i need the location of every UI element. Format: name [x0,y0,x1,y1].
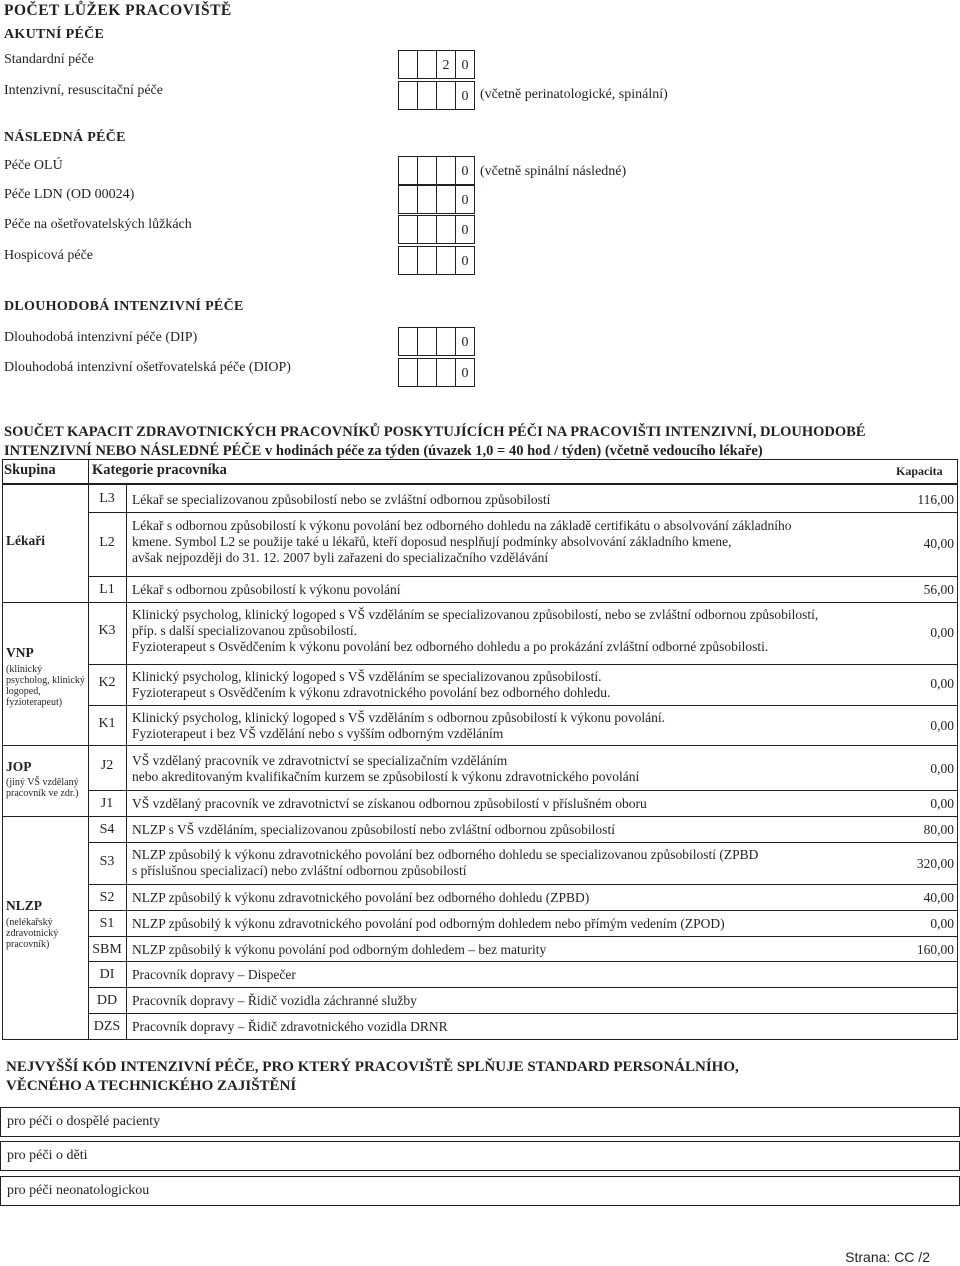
highest-row-children[interactable] [0,1141,960,1171]
row-capacity[interactable]: 0,00 [930,761,954,776]
follow-olu-note: (včetně spinální následné) [480,164,627,179]
row-desc: Pracovník dopravy – Řidič vozidla záchranné služby [132,993,417,1008]
longterm-diop-label: Dlouhodobá intenzivní ošetřovatelská péče (DIOP) [4,360,291,375]
table-border [88,459,89,1039]
row-desc: Klinický psycholog, klinický logoped s VŠ vzděláním se specializovanou způsobilostí, nebo se zvláštní odbornou způsobilostí, příp. s další specializovanou způsobilostí. Fyzioterapeut s Osvědčením k výkonu povolání bez odborného dohledu a po prokázání zvláštní odborné způsobilosti. [132,607,819,654]
row-desc: VŠ vzdělaný pracovník ve zdravotnictví se specializačním vzděláním nebo akreditovaným kvalifikačním kurzem se způsobilostí k výkonu zdravotnického povolání [132,753,640,784]
table-border [88,842,958,843]
digit-box[interactable] [398,246,418,275]
digit-box[interactable] [417,81,437,110]
table-border [957,459,958,1039]
group-jop-sub: (jiný VŠ vzdělaný pracovník ve zdr.) [6,777,79,799]
row-code: S4 [99,822,115,837]
table-border [88,1013,958,1014]
row-capacity[interactable]: 80,00 [923,822,954,837]
table-border [88,910,958,911]
highest-heading-line2: VĚCNÉHO A TECHNICKÉHO ZAJIŠTĚNÍ [6,1078,297,1094]
row-code: L2 [99,535,115,550]
row-code: S2 [99,890,115,905]
row-desc: Lékař s odbornou způsobilostí k výkonu povolání bez odborného dohledu na základě certifikátu o absolvování základního kmene. Symbol L2 se použije také u lékařů, kteří doposud nesplňují podmínky absolvování základního kmene, avšak nejpozději do 31. 12. 2007 byli zařazeni do specializačního vzdělávání [132,518,792,565]
highest-heading [6,1058,739,1096]
digit-box[interactable]: 0 [455,327,475,356]
table-border [2,1039,958,1040]
highest-row-label: pro péči neonatologickou [7,1183,150,1198]
digit-box[interactable]: 0 [455,215,475,244]
row-code: L1 [99,582,115,597]
table-border [2,459,958,460]
row-code: J2 [100,758,114,773]
digit-box[interactable] [436,358,456,387]
row-code: DI [99,967,115,982]
capacity-heading [4,423,959,461]
digit-box[interactable] [417,215,437,244]
follow-olu-label: Péče OLÚ [4,158,63,173]
row-capacity[interactable]: 160,00 [916,942,954,957]
row-desc: NLZP s VŠ vzděláním, specializovanou způsobilostí nebo zvláštní odbornou způsobilostí [132,822,615,837]
row-code: DD [96,993,118,1008]
table-border [88,602,958,603]
row-code: SBM [92,942,122,957]
digit-box[interactable] [398,156,418,185]
row-code: J1 [100,796,114,811]
row-capacity[interactable]: 0,00 [930,916,954,931]
highest-row-label: pro péči o děti [7,1148,88,1163]
digit-box[interactable] [436,327,456,356]
row-capacity[interactable]: 0,00 [930,718,954,733]
digit-box[interactable]: 2 [436,50,456,79]
row-capacity[interactable]: 116,00 [917,492,954,507]
table-border [88,705,958,706]
longterm-heading: DLOUHODOBÁ INTENZIVNÍ PÉČE [4,299,244,314]
digit-box[interactable] [417,358,437,387]
digit-box[interactable] [417,246,437,275]
digit-box[interactable]: 0 [455,185,475,214]
row-capacity[interactable]: 40,00 [923,536,954,551]
row-desc: Lékař se specializovanou způsobilostí nebo se zvláštní odbornou způsobilostí [132,492,551,507]
group-vnp-sub: (klinický psycholog, klinický logoped, fyzioterapeut) [6,664,85,708]
col-header-category: Kategorie pracovníka [92,462,227,478]
table-border [88,961,958,962]
row-code: L3 [99,491,115,506]
group-vnp: VNP [6,645,34,660]
digit-box[interactable] [436,215,456,244]
digit-box[interactable] [398,50,418,79]
digit-box[interactable]: 0 [455,246,475,275]
row-code: S3 [99,854,115,869]
digit-box[interactable] [398,81,418,110]
row-capacity[interactable]: 0,00 [930,625,954,640]
digit-box[interactable]: 0 [455,81,475,110]
table-border [88,576,958,577]
table-border [88,936,958,937]
row-desc: Pracovník dopravy – Řidič zdravotnického vozidla DRNR [132,1019,448,1034]
row-desc: NLZP způsobilý k výkonu zdravotnického povolání pod odborným dohledem nebo přímým vedením (ZPOD) [132,916,725,931]
row-desc: NLZP způsobilý k výkonu zdravotnického povolání bez odborného dohledu (ZPBD) [132,890,590,905]
table-border [88,790,958,791]
col-header-capacity: Kapacita [896,464,943,478]
row-desc: NLZP způsobilý k výkonu povolání pod odborným dohledem – bez maturity [132,942,547,957]
acute-intensive-label: Intenzivní, resuscitační péče [4,83,163,98]
highest-heading-line1: NEJVYŠŠÍ KÓD INTENZIVNÍ PÉČE, PRO KTERÝ PRACOVIŠTĚ SPLŇUJE STANDARD PERSONÁLNÍHO, [6,1059,739,1075]
row-code: S1 [99,916,115,931]
table-border [88,664,958,665]
row-desc: VŠ vzdělaný pracovník ve zdravotnictví se získanou odbornou způsobilostí v příslušném oboru [132,796,647,811]
digit-box[interactable] [436,81,456,110]
row-capacity[interactable]: 56,00 [923,582,954,597]
table-border [2,459,3,1039]
acute-intensive-note: (včetně perinatologické, spinální) [480,87,668,102]
highest-row-label: pro péči o dospělé pacienty [7,1114,161,1129]
follow-hospice-label: Hospicová péče [4,248,94,263]
table-border [88,884,958,885]
table-border [126,484,127,1039]
capacity-heading-line2: INTENZIVNÍ NEBO NÁSLEDNÉ PÉČE v hodinách péče za týden (úvazek 1,0 = 40 hod / týden) (včetně vedoucího lékaře) [4,443,763,459]
digit-box[interactable] [436,185,456,214]
follow-heading: NÁSLEDNÁ PÉČE [4,130,126,145]
follow-nursing-label: Péče na ošetřovatelských lůžkách [4,217,192,232]
row-code: K2 [98,675,116,690]
group-nlzp-sub: (nelékařský zdravotnický pracovník) [6,917,59,950]
row-desc: Lékař s odbornou způsobilostí k výkonu povolání [132,582,401,597]
digit-box[interactable]: 0 [455,50,475,79]
group-lekari: Lékaři [6,533,45,548]
digit-box[interactable] [417,327,437,356]
table-border [88,816,958,817]
row-code: K1 [98,716,116,731]
digit-box[interactable] [398,215,418,244]
row-capacity[interactable]: 0,00 [930,796,954,811]
digit-box[interactable] [398,358,418,387]
table-border [2,745,88,746]
highest-row-adult[interactable] [0,1107,960,1137]
digit-box[interactable] [417,50,437,79]
row-code: K3 [98,623,116,638]
row-code: DZS [93,1019,121,1034]
table-border [88,512,958,513]
group-nlzp: NLZP [6,898,43,913]
digit-box[interactable]: 0 [455,358,475,387]
acute-standard-label: Standardní péče [4,52,94,67]
row-capacity[interactable]: 320,00 [916,856,954,871]
row-desc: Klinický psycholog, klinický logoped s VŠ vzděláním s odbornou způsobilostí k výkonu povolání. Fyzioterapeut i bez VŠ vzdělání nebo s vyšším odborným vzděláním [132,710,665,741]
col-header-group: Skupina [4,462,56,478]
row-capacity[interactable]: 40,00 [923,890,954,905]
table-border [88,987,958,988]
digit-box[interactable] [417,185,437,214]
table-border [2,483,958,485]
row-capacity[interactable]: 0,00 [930,676,954,691]
row-desc: Pracovník dopravy – Dispečer [132,967,296,982]
table-border [2,602,88,603]
highest-row-neonatal[interactable] [0,1176,960,1206]
page-title: POČET LŮŽEK PRACOVIŠTĚ [4,2,232,19]
page-number: Strana: CC /2 [845,1249,930,1265]
group-jop: JOP [6,759,32,774]
follow-ldn-label: Péče LDN (OD 00024) [4,187,135,202]
row-desc: Klinický psycholog, klinický logoped s VŠ vzděláním se specializovanou způsobilostí. Fyzioterapeut s Osvědčením k výkonu zdravotnického povolání bez odborného dohledu. [132,669,611,700]
capacity-heading-line1: SOUČET KAPACIT ZDRAVOTNICKÝCH PRACOVNÍKŮ POSKYTUJÍCÍCH PÉČI NA PRACOVIŠTI INTENZIVNÍ, DLOUHODOBÉ [4,424,866,440]
table-border [88,745,958,746]
row-desc: NLZP způsobilý k výkonu zdravotnického povolání bez odborného dohledu se specializovanou způsobilostí (ZPBD s příslušnou specializací) nebo zvláštní odbornou způsobilostí [132,847,759,878]
digit-box[interactable] [436,246,456,275]
digit-box[interactable] [398,327,418,356]
digit-box[interactable] [417,156,437,185]
acute-heading: AKUTNÍ PÉČE [4,27,105,42]
digit-box[interactable]: 0 [455,156,475,185]
table-border [2,816,88,817]
digit-box[interactable] [398,185,418,214]
longterm-dip-label: Dlouhodobá intenzivní péče (DIP) [4,330,198,345]
digit-box[interactable] [436,156,456,185]
